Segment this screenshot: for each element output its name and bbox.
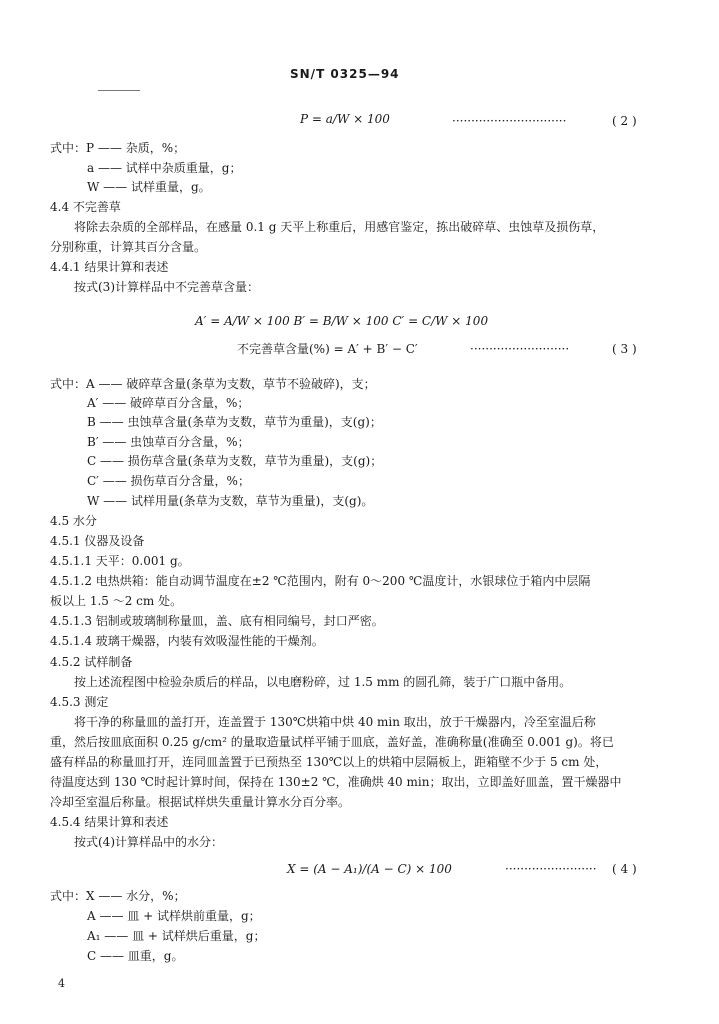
section-4-5-3-line-4: 待温度达到 130 ℃时起计算时间，保持在 130±2 ℃，准确烘 40 min；取出，立即盖好皿盖，置干燥器中	[50, 775, 622, 789]
header-rule	[98, 90, 140, 91]
def2-line-1: 式中：P —— 杂质，%；	[50, 141, 186, 155]
def3-line-3: B —— 虫蚀草含量(条草为支数，草节为重量)，支(g)；	[87, 415, 382, 429]
section-4-5-2-para: 按上述流程图中检验杂质后的样品，以电磨粉碎，过 1.5 mm 的圆孔筛，装于广口瓶中备用。	[74, 675, 572, 689]
section-4-5-1-2-line-2: 板以上 1.5 ～2 cm 处。	[50, 594, 183, 608]
section-4-4-para-2: 分别称重，计算其百分含量。	[50, 240, 207, 254]
equation-4-leader: ························	[505, 862, 597, 876]
section-4-5-3-line-3: 盛有样品的称量皿打开，连同皿盖置于已预热至 130℃以上的烘箱中层隔板上，距箱壁不少于 5 cm 处，	[50, 755, 608, 769]
equation-2	[300, 112, 390, 126]
equation-2-leader: ······························	[452, 114, 567, 128]
equation-4-formula: X = (A − A₁)/(A − C) × 100	[287, 862, 452, 876]
equation-2-number: ( 2 )	[612, 114, 637, 128]
def3-line-7: W —— 试样用量(条草为支数，草节为重量)，支(g)。	[87, 494, 374, 508]
section-4-5-title: 4.5 水分	[50, 514, 97, 528]
section-4-5-1-3: 4.5.1.3 铝制或玻璃制称量皿，盖、底有相同编号，封口严密。	[50, 614, 384, 628]
section-4-5-2-title: 4.5.2 试样制备	[50, 655, 133, 669]
def3-line-4: B′ —— 虫蚀草百分含量，%；	[87, 435, 250, 449]
def4-line-1: 式中：X —— 水分，%；	[50, 889, 186, 903]
equation-4-number: ( 4 )	[612, 862, 637, 876]
section-4-5-1-2-line-1: 4.5.1.2 电热烘箱：能自动调节温度在±2 ℃范围内，附有 0～200 ℃温度计，水银球位于箱内中层隔	[50, 574, 591, 588]
def4-line-2: A —— 皿 + 试样烘前重量，g；	[87, 909, 261, 923]
equation-2-formula: P = a/W × 100	[300, 112, 390, 126]
def3-line-5: C —— 损伤草含量(条草为支数，草节为重量)，支(g)；	[87, 454, 383, 468]
section-4-4-para-1: 将除去杂质的全部样品，在感量 0.1 g 天平上称重后，用感官鉴定，拣出破碎草、虫蚀草及损伤草，	[74, 220, 605, 234]
section-4-5-4-para: 按式(4)计算样品中的水分：	[74, 835, 223, 849]
section-4-5-3-line-5: 冷却至室温后称量。根据试样烘失重量计算水分百分率。	[50, 795, 351, 809]
equation-3-leader: ··························	[470, 342, 570, 356]
def3-line-1: 式中：A —— 破碎草含量(条草为支数，草节不验破碎)，支；	[50, 377, 376, 391]
def4-line-4: C —— 皿重，g。	[87, 949, 184, 963]
section-4-5-3-line-2: 重，然后按皿底面积 0.25 g/cm² 的量取造量试样平铺于皿底，盖好盖，准确称量(准确至 0.001 g)。将已	[50, 735, 614, 749]
section-4-5-3-line-1: 将干净的称量皿的盖打开，连盖置于 130℃烘箱中烘 40 min 取出，放于干燥器内，冷至室温后称	[74, 715, 596, 729]
running-header: SN/T 0325—94	[290, 67, 400, 81]
def4-line-3: A₁ —— 皿 + 试样烘后重量，g；	[87, 929, 266, 943]
section-4-5-1-1: 4.5.1.1 天平：0.001 g。	[50, 554, 190, 568]
equation-3-line-1: A′ = A/W × 100 B′ = B/W × 100 C′ = C/W × 100	[195, 314, 489, 328]
section-4-5-4-title: 4.5.4 结果计算和表述	[50, 815, 169, 829]
equation-3-line-2: 不完善草含量(%) = A′ + B′ − C′	[237, 342, 418, 356]
section-4-4-1-para: 按式(3)计算样品中不完善草含量：	[74, 280, 259, 294]
def3-line-2: A′ —— 破碎草百分含量，%；	[87, 396, 250, 410]
section-4-5-3-title: 4.5.3 测定	[50, 695, 109, 709]
section-4-4-1-title: 4.4.1 结果计算和表述	[50, 260, 169, 274]
section-4-4-title: 4.4 不完善草	[50, 200, 121, 214]
section-4-5-1-4: 4.5.1.4 玻璃干燥器，内装有效吸湿性能的干燥剂。	[50, 634, 324, 648]
def2-line-3: W —— 试样重量，g。	[87, 180, 211, 194]
def3-line-6: C′ —— 损伤草百分含量，%；	[87, 474, 250, 488]
section-4-5-1-title: 4.5.1 仪器及设备	[50, 534, 145, 548]
def2-line-2: a —— 试样中杂质重量，g；	[87, 161, 242, 175]
equation-3-number: ( 3 )	[612, 342, 637, 356]
page-number: 4	[58, 977, 65, 990]
